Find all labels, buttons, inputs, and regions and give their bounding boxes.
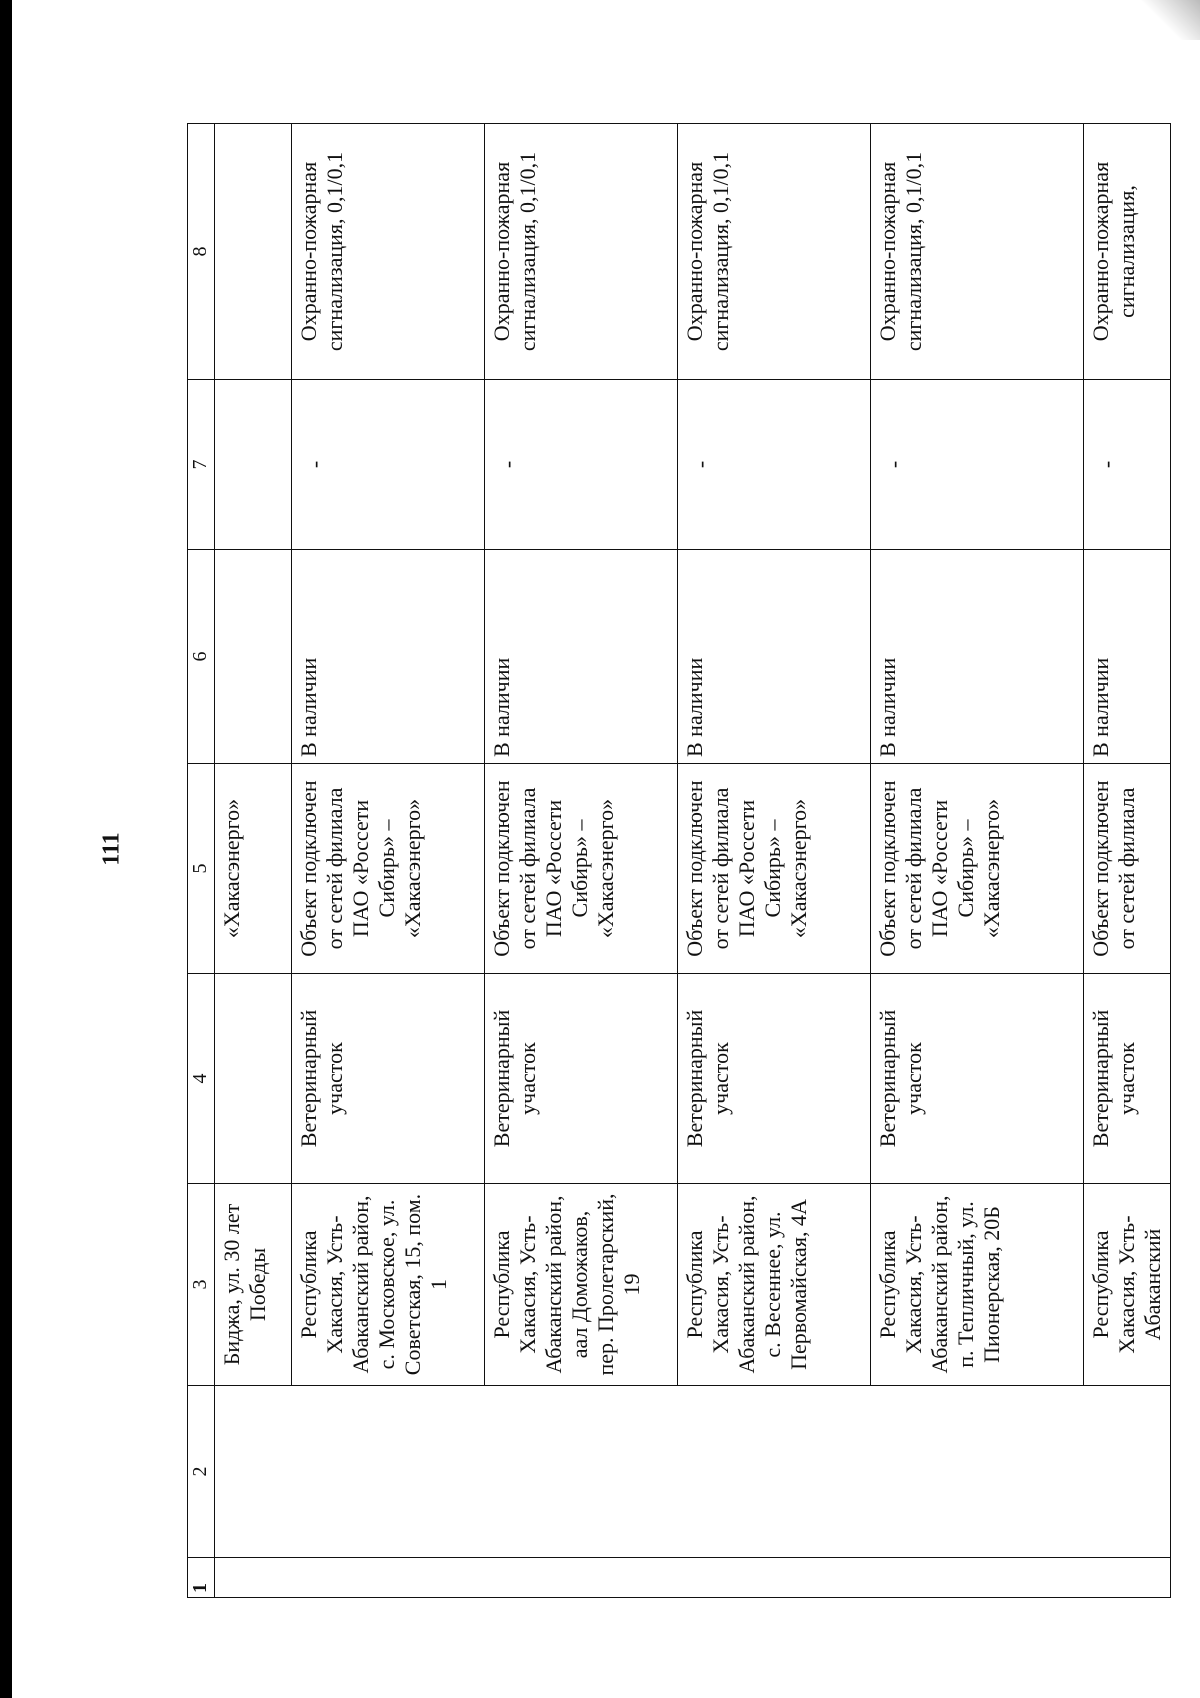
header-col-5: 5 (188, 764, 215, 974)
availability-cell: В наличии (678, 550, 871, 764)
col-2-cell (215, 1386, 1171, 1558)
table-header-row (188, 124, 215, 1598)
note-cell: - (1084, 380, 1171, 550)
address-cell: Биджа, ул. 30 лет Победы (215, 1184, 292, 1386)
table-row (678, 124, 871, 1598)
col-1-cell (215, 1558, 1171, 1598)
security-cell: Охранно-пожарная сигнализация, 0,1/0,1 (678, 124, 871, 380)
address-cell: Республика Хакасия, Усть-Абаканский район, аал Доможаков, пер. Пролетарский, 19 (485, 1184, 678, 1386)
table-row (1084, 124, 1171, 1598)
power-supply-cell: «Хакасэнерго» (215, 764, 292, 974)
continuation-row (215, 124, 292, 1598)
power-supply-cell: Объект подключен от сетей филиала ПАО «Россети Сибирь» – «Хакасэнерго» (678, 764, 871, 974)
table-row (485, 124, 678, 1598)
purpose-cell: Ветеринарный участок (1084, 974, 1171, 1184)
address-cell: Республика Хакасия, Усть-Абаканский (1084, 1184, 1171, 1386)
availability-cell: В наличии (292, 550, 485, 764)
address-cell: Республика Хакасия, Усть-Абаканский район, с. Московское, ул. Советская, 15, пом. 1 (292, 1184, 485, 1386)
table-row (871, 124, 1084, 1598)
address-cell: Республика Хакасия, Усть-Абаканский район, с. Весеннее, ул. Первомайская, 4А (678, 1184, 871, 1386)
header-col-1: 1 (188, 1558, 215, 1598)
availability-cell: В наличии (871, 550, 1084, 764)
availability-cell (215, 550, 292, 764)
rotated-table-container (187, 124, 1165, 1598)
header-col-6: 6 (188, 550, 215, 764)
table-frame (187, 124, 1165, 1598)
purpose-cell: Ветеринарный участок (678, 974, 871, 1184)
availability-cell: В наличии (1084, 550, 1171, 764)
power-supply-cell: Объект подключен от сетей филиала ПАО «Россети Сибирь» – «Хакасэнерго» (292, 764, 485, 974)
page-number: 111 (98, 832, 125, 866)
availability-cell: В наличии (485, 550, 678, 764)
header-col-8: 8 (188, 124, 215, 380)
security-cell (215, 124, 292, 380)
scan-edge (0, 0, 12, 1698)
security-cell: Охранно-пожарная сигнализация, 0,1/0,1 (485, 124, 678, 380)
facilities-table (187, 123, 1171, 1598)
header-col-4: 4 (188, 974, 215, 1184)
header-col-7: 7 (188, 380, 215, 550)
header-col-3: 3 (188, 1184, 215, 1386)
address-cell: Республика Хакасия, Усть-Абаканский район, п. Тепличный, ул. Пионерская, 20Б (871, 1184, 1084, 1386)
security-cell: Охранно-пожарная сигнализация, 0,1/0,1 (871, 124, 1084, 380)
scan-corner (1140, 0, 1200, 40)
note-cell: - (871, 380, 1084, 550)
table-row (292, 124, 485, 1598)
note-cell: - (678, 380, 871, 550)
purpose-cell (215, 974, 292, 1184)
purpose-cell: Ветеринарный участок (871, 974, 1084, 1184)
power-supply-cell: Объект подключен от сетей филиала ПАО «Россети Сибирь» – «Хакасэнерго» (485, 764, 678, 974)
power-supply-cell: Объект подключен от сетей филиала (1084, 764, 1171, 974)
note-cell: - (292, 380, 485, 550)
security-cell: Охранно-пожарная сигнализация, (1084, 124, 1171, 380)
note-cell (215, 380, 292, 550)
purpose-cell: Ветеринарный участок (292, 974, 485, 1184)
purpose-cell: Ветеринарный участок (485, 974, 678, 1184)
header-col-2: 2 (188, 1386, 215, 1558)
power-supply-cell: Объект подключен от сетей филиала ПАО «Россети Сибирь» – «Хакасэнерго» (871, 764, 1084, 974)
security-cell: Охранно-пожарная сигнализация, 0,1/0,1 (292, 124, 485, 380)
note-cell: - (485, 380, 678, 550)
